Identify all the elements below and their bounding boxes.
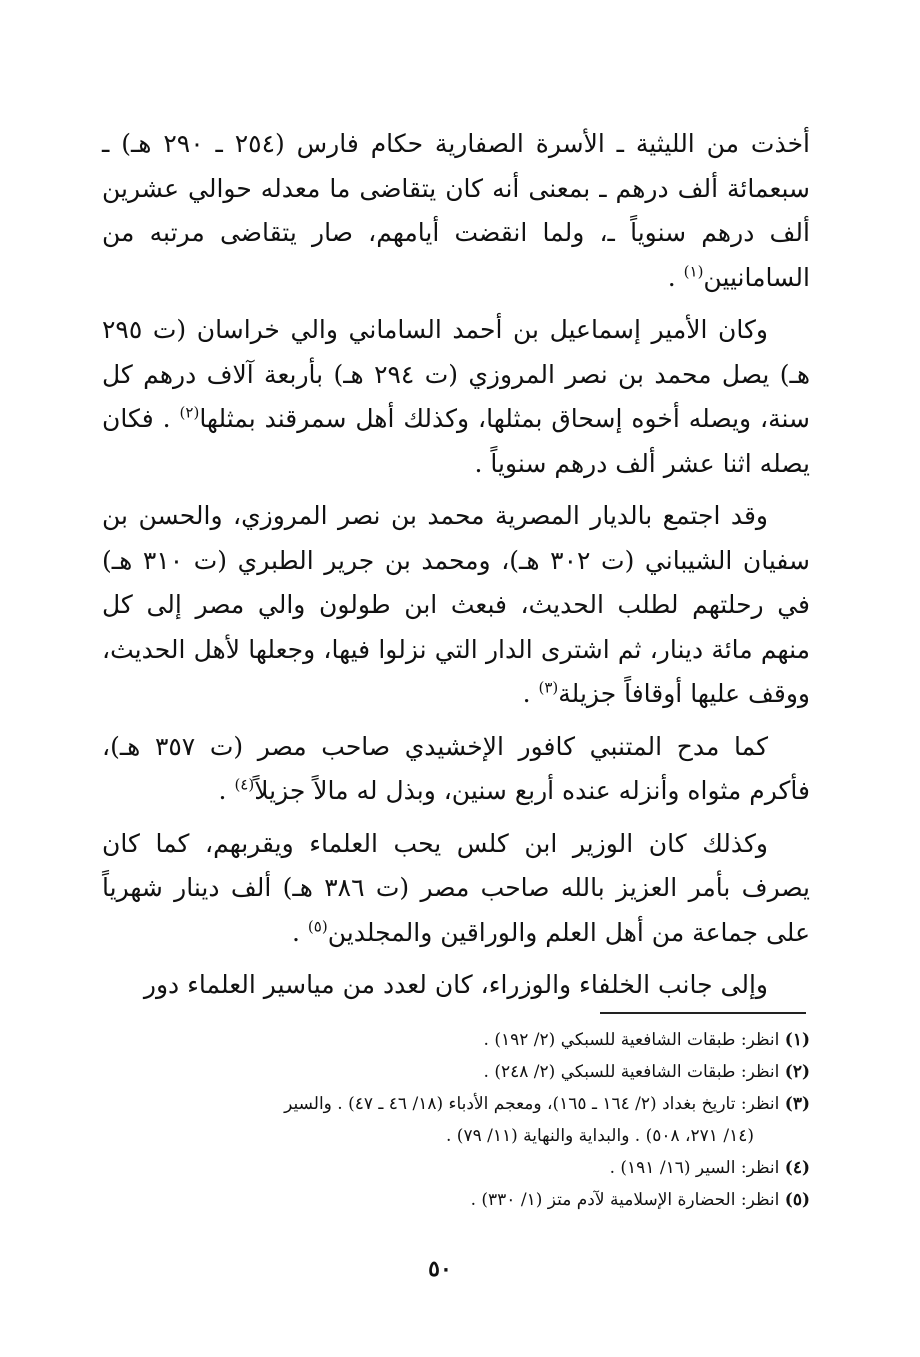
footnote-number: (٣) xyxy=(784,1094,810,1114)
footnote-5 xyxy=(102,1184,810,1216)
footnote-reference: (٥) xyxy=(307,917,328,936)
footnote-1 xyxy=(102,1024,810,1056)
footnote-number: (٤) xyxy=(784,1158,810,1178)
footnotes xyxy=(102,1024,810,1216)
paragraph-end: . xyxy=(522,679,539,708)
footnote-3-continued xyxy=(102,1120,810,1152)
footnote-text: انظر: الحضارة الإسلامية لآدم متز (١/ ٣٣٠) . xyxy=(470,1190,785,1210)
footnote-text: انظر: طبقات الشافعية للسبكي (٢/ ١٩٢) . xyxy=(483,1030,785,1050)
footnote-4 xyxy=(102,1152,810,1184)
footnote-reference: (٢) xyxy=(179,403,200,422)
footnote-text: (١٤/ ٢٧١، ٥٠٨) . والبداية والنهاية (١١/ ٧٩) . xyxy=(446,1126,754,1146)
footnote-separator xyxy=(600,1012,806,1014)
paragraph-4 xyxy=(102,725,810,814)
footnote-reference: (٣) xyxy=(538,678,559,697)
paragraph-text: وإلى جانب الخلفاء والوزراء، كان لعدد من مياسير العلماء دور xyxy=(143,970,768,999)
footnote-text: انظر: تاريخ بغداد (٢/ ١٦٤ ـ ١٦٥)، ومعجم الأدباء (١٨/ ٤٦ ـ ٤٧) . والسير xyxy=(284,1094,785,1114)
footnote-number: (١) xyxy=(784,1030,810,1050)
paragraph-text: وكذلك كان الوزير ابن كلس يحب العلماء ويقربهم، كما كان يصرف بأمر العزيز بالله صاحب مصر (ت ٣٨٦ هـ) ألف دينار شهرياً على جماعة من أهل العلم والوراقين والمجلدين xyxy=(102,828,811,947)
paragraph-end: . xyxy=(292,917,308,947)
paragraph-text: وكان الأمير إسماعيل بن أحمد الساماني والي خراسان (ت ٢٩٥ هـ) يصل محمد بن نصر المروزي (ت ٢٩٤ هـ) بأربعة آلاف درهم كل سنة، ويصله أخوه إسحاق بمثلها، وكذلك أهل سمرقند بمثلها xyxy=(102,315,811,433)
footnote-2 xyxy=(102,1056,810,1088)
footnote-3 xyxy=(102,1088,810,1120)
footnote-reference: (١) xyxy=(683,262,704,281)
footnote-number: (٥) xyxy=(784,1190,810,1210)
paragraph-6 xyxy=(102,963,810,1008)
paragraph-text: وقد اجتمع بالديار المصرية محمد بن نصر المروزي، والحسن بن سفيان الشيباني (ت ٣٠٢ هـ)، ومحمد بن جرير الطبري (ت ٣١٠ هـ) في رحلتهم لطلب الحديث، فبعث ابن طولون والي مصر إلى كل منهم مائة دينار، ثم اشترى الدار التي نزلوا فيها، وجعلها لأهل الحديث، ووقف عليها أوقافاً جزيلة xyxy=(102,501,811,708)
paragraph-end: . فكان يصله اثنا عشر ألف درهم سنوياً . xyxy=(102,404,810,478)
paragraph-end: . xyxy=(218,776,235,805)
footnote-text: انظر: طبقات الشافعية للسبكي (٢/ ٢٤٨) . xyxy=(483,1062,785,1082)
page-number: ٥٠ xyxy=(428,1256,452,1282)
paragraph-text: كما مدح المتنبي كافور الإخشيدي صاحب مصر (ت ٣٥٧ هـ)، فأكرم مثواه وأنزله عنده أربع سنين، وبذل له مالاً جزيلاً xyxy=(102,731,810,805)
paragraph-text: أخذت من الليثية ـ الأسرة الصفارية حكام فارس (٢٥٤ ـ ٢٩٠ هـ) ـ سبعمائة ألف درهم ـ بمعنى أنه كان يتقاضى ما معدله حوالي عشرين ألف درهم سنوياً ـ، ولما انقضت أيامهم، صار يتقاضى مرتبه من السامانيين xyxy=(102,129,810,292)
footnote-number: (٢) xyxy=(784,1062,810,1082)
footnote-reference: (٤) xyxy=(234,775,255,794)
paragraph-5 xyxy=(102,822,810,956)
paragraph-end: . xyxy=(667,262,684,292)
main-text xyxy=(102,122,810,1008)
paragraph-3 xyxy=(102,494,810,717)
paragraph-1 xyxy=(102,122,810,300)
paragraph-2 xyxy=(102,308,810,486)
footnote-text: انظر: السير (١٦/ ١٩١) . xyxy=(609,1158,785,1178)
